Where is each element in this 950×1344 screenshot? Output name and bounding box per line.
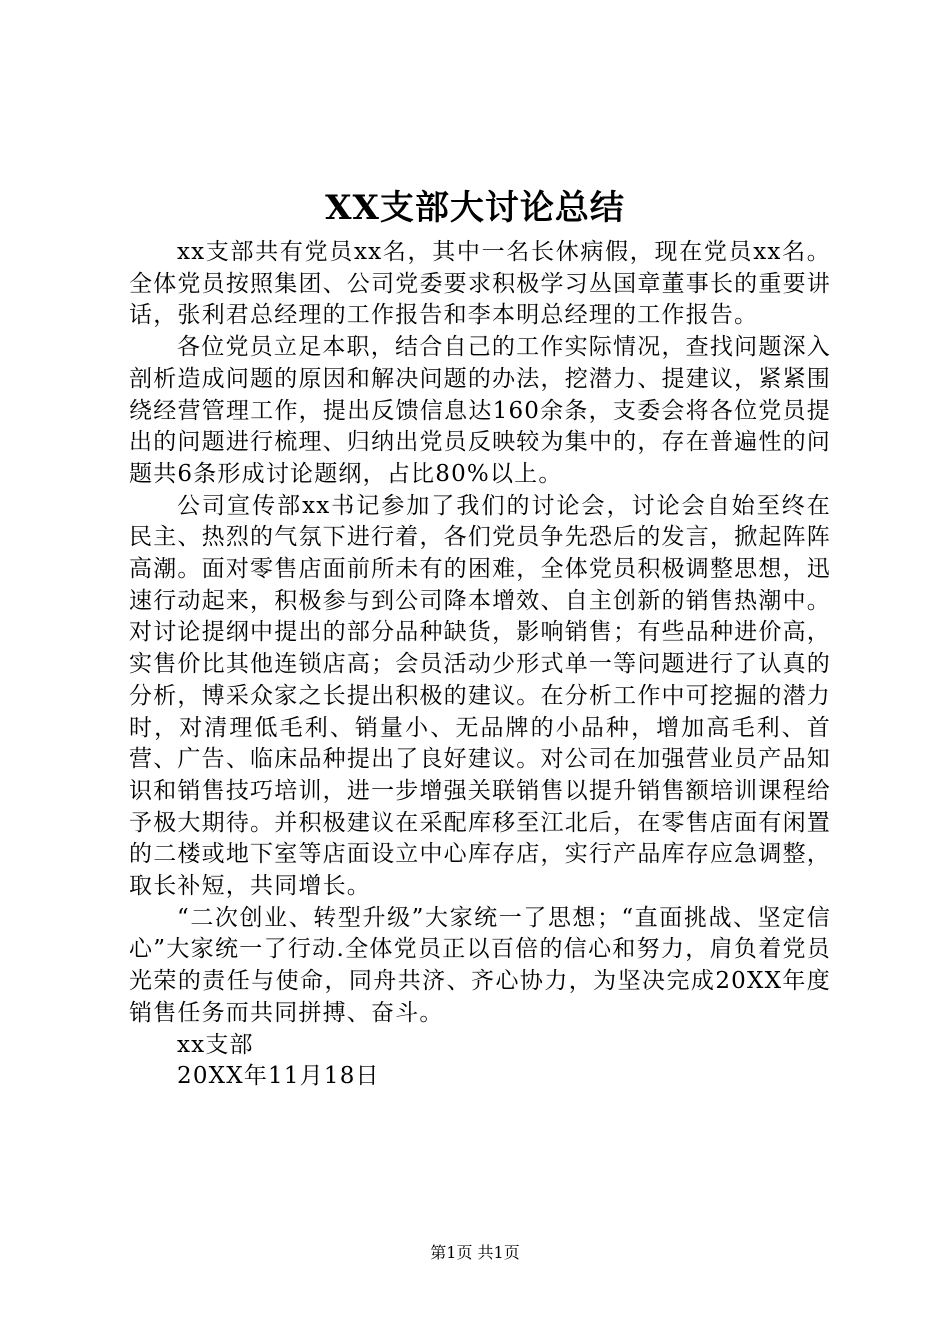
- page-footer: 第1页 共1页: [430, 1243, 520, 1262]
- signature-date: 20XX年11月18日: [177, 1063, 380, 1090]
- paragraph-2: 各位党员立足本职，结合自己的工作实际情况，查找问题深入剖析造成问题的原因和解决问题的办法，挖潜力、提建议，紧紧围绕经营管理工作，提出反馈信息达160余条，支委会将各位党员提出的问题进行梳理、归纳出党员反映较为集中的，存在普遍性的问题共6条形成讨论题纲，占比80%以上。: [129, 334, 831, 487]
- document-body: [129, 237, 831, 1093]
- paragraph-1: xx支部共有党员xx名，其中一名长休病假，现在党员xx名。全体党员按照集团、公司党委要求积极学习丛国章董事长的重要讲话，张利君总经理的工作报告和李本明总经理的工作报告。: [129, 239, 831, 329]
- document-title: XX支部大讨论总结: [325, 188, 625, 228]
- paragraph-3: 公司宣传部xx书记参加了我们的讨论会，讨论会自始至终在民主、热烈的气氛下进行着，各们党员争先恐后的发言，掀起阵阵高潮。面对零售店面前所未有的困难，全体党员积极调整思想，迅速行动起来，积极参与到公司降本增效、自主创新的销售热潮中。对讨论提纲中提出的部分品种缺货，影响销售；有些品种进价高，实售价比其他连锁店高；会员活动少形式单一等问题进行了认真的分析，博采众家之长提出积极的建议。在分析工作中可挖掘的潜力时，对清理低毛利、销量小、无品牌的小品种，增加高毛利、首营、广告、临床品种提出了良好建议。对公司在加强营业员产品知识和销售技巧培训，进一步增强关联销售以提升销售额培训课程给予极大期待。并积极建议在采配库移至江北后，在零售店面有闲置的二楼或地下室等店面设立中心库存店，实行产品库存应急调整，取长补短，共同增长。: [129, 492, 831, 900]
- signature: xx支部: [177, 1031, 254, 1058]
- paragraph-4: “二次创业、转型升级”大家统一了思想；“直面挑战、坚定信心”大家统一了行动.全体党员正以百倍的信心和努力，肩负着党员光荣的责任与使命，同舟共济、齐心协力，为坚决完成20XX年度销售任务而共同拼搏、奋斗。: [129, 904, 831, 1026]
